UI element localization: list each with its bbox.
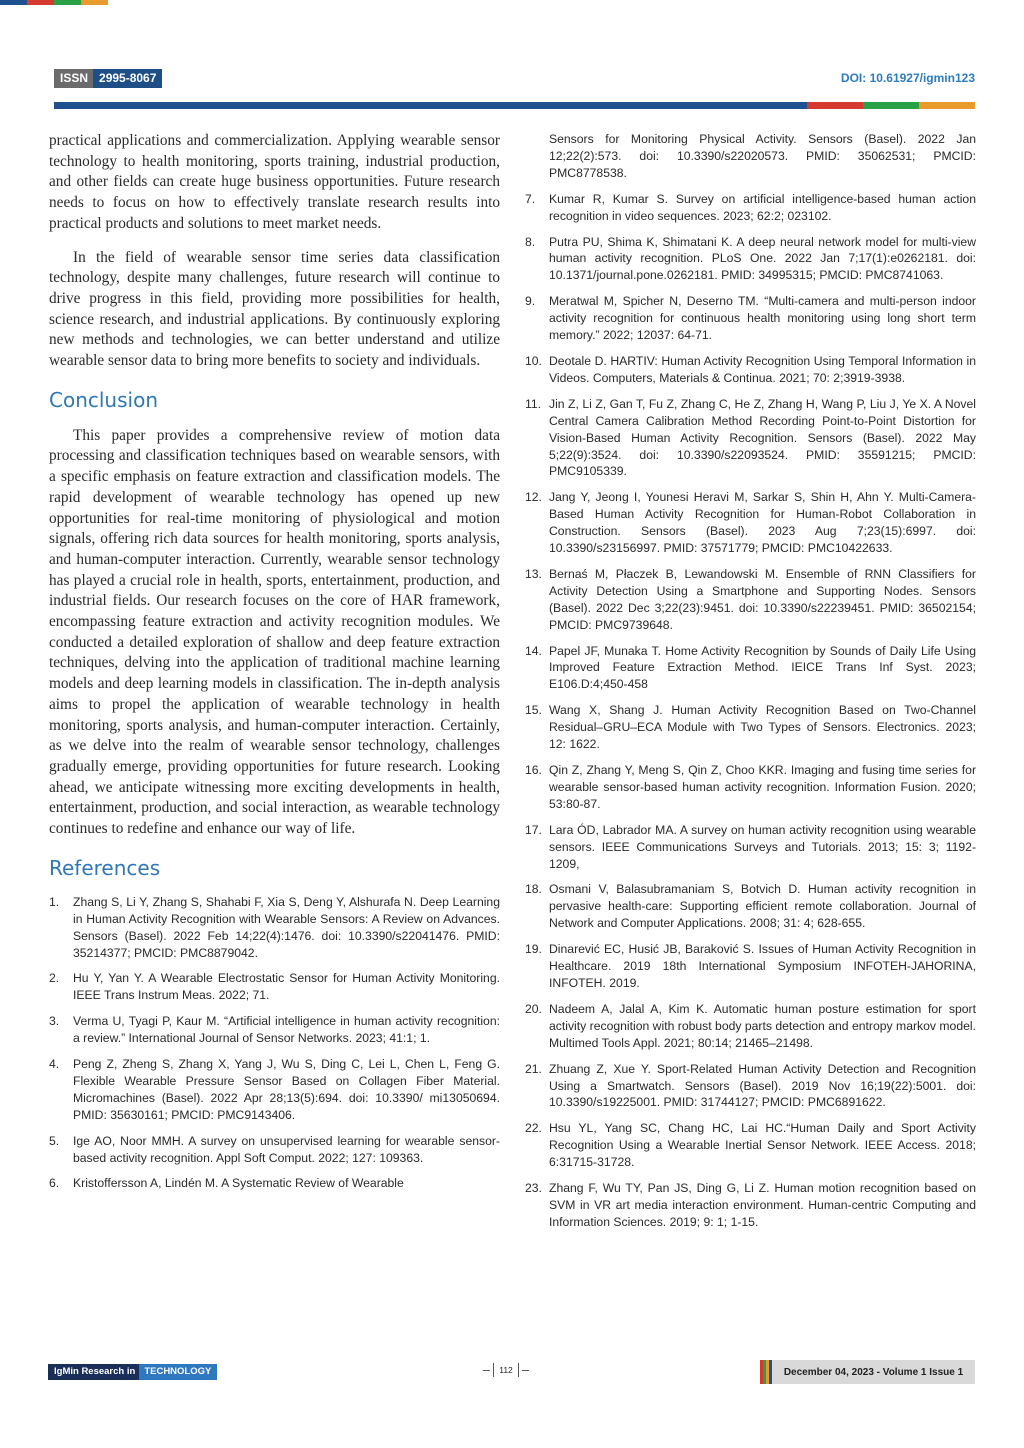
journal-brand (48, 1364, 217, 1380)
reference-text: Sensors for Monitoring Physical Activity. Sensors (Basel). 2022 Jan 12;22(2):573. doi: 10.3390/s22020573. PMID: 35062531; PMCID: PMC8778538. (549, 132, 976, 180)
issn-label: ISSN (54, 69, 93, 88)
reference-text: Dinarević EC, Husić JB, Baraković S. Issues of Human Activity Recognition in Healthcare. 2019 18th International Symposium INFOTEH-JAHORINA, INFOTEH. 2019. (549, 942, 976, 990)
reference-item (525, 941, 976, 992)
reference-text: Putra PU, Shima K, Shimatani K. A deep neural network model for multi-view human activity recognition. PLoS One. 2022 Jan 7;17(1):e0262181. doi: 10.1371/journal.pone.0262181. PMID: 34995315; PMCID: PMC8741063. (549, 234, 976, 283)
header-bar (54, 102, 975, 109)
reference-text: Qin Z, Zhang Y, Meng S, Qin Z, Choo KKR. Imaging and fusing time series for wearable sensor-based human activity recognition. Information Fusion. 2020; 53:80-87. (549, 763, 976, 811)
references-heading: References (49, 855, 161, 880)
reference-list-continued (525, 131, 976, 182)
page-number-text: 112 (493, 1363, 519, 1377)
reference-number: 19. (525, 942, 542, 957)
reference-item (525, 762, 976, 813)
reference-text: Peng Z, Zheng S, Zhang X, Yang J, Wu S, Ding C, Lei L, Chen L, Feng G. Flexible Wearable Pressure Sensor Based on Collagen Fiber Material. Micromachines (Basel). 2022 Apr 28;13(5):694. doi: 10.3390/ mi13050694. PMID: 35630161; PMCID: PMC9143406. (73, 1057, 500, 1122)
reference-number: 7. (525, 191, 536, 206)
reference-number: 14. (525, 643, 542, 658)
reference-item (525, 293, 976, 344)
reference-number: 5. (49, 1133, 60, 1148)
reference-item (525, 1120, 976, 1171)
reference-number: 20. (525, 1001, 542, 1016)
top-color-stripe (0, 0, 108, 5)
reference-number: 17. (525, 822, 542, 837)
page-number (483, 1357, 529, 1383)
reference-number: 3. (49, 1014, 60, 1029)
reference-text: Deotale D. HARTIV: Human Activity Recognition Using Temporal Information in Videos. Computers, Materials & Continua. 2021; 70: 2;3919-3938. (549, 353, 976, 385)
reference-text: Zhuang Z, Xue Y. Sport-Related Human Activity Detection and Recognition Using a Smartwatch. Sensors (Basel). 2019 Nov 16;19(22):5001. doi: 10.3390/s19225001. PMID: 31744127; PMCID: PMC6891622. (549, 1061, 976, 1110)
conclusion-heading: Conclusion (49, 387, 158, 412)
reference-number: 1. (49, 894, 60, 909)
reference-item (49, 1133, 500, 1167)
reference-text: Wang X, Shang J. Human Activity Recognition Based on Two-Channel Residual–GRU–ECA Module with Two Types of Sensors. Electronics. 2023; 12: 1622. (549, 703, 976, 752)
body-paragraph: In the field of wearable sensor time series data classification technology, despite many challenges, future research will continue to drive progress in this field, providing more possibilities for health, science research, and industrial applications. By continuously exploring new methods and technologies, we can better understand and utilize wearable sensor data to bring more benefits to society and individuals. (49, 248, 500, 370)
brand-label: IgMin Research in (48, 1364, 139, 1380)
issn-badge (54, 69, 162, 88)
reference-number: 12. (525, 490, 542, 505)
reference-text: Zhang F, Wu TY, Pan JS, Ding G, Li Z. Human motion recognition based on SVM in VR art media interaction environment. Human-centric Computing and Information Sciences. 2019; 9: 1; 1-15. (549, 1181, 976, 1229)
reference-item (525, 566, 976, 634)
reference-item (525, 131, 976, 182)
left-column (49, 131, 500, 1201)
reference-item (525, 1180, 976, 1231)
reference-item (49, 894, 500, 962)
body-paragraph: practical applications and commercialization. Applying wearable sensor technology to health monitoring, sports training, industrial production, and other fields can create huge business opportunities. Future research needs to focus on how to effectively translate research results into practical products and solutions to meet market needs. (49, 132, 500, 232)
reference-number: 9. (525, 294, 536, 309)
brand-section: TECHNOLOGY (139, 1364, 217, 1380)
reference-number: 18. (525, 882, 542, 897)
right-column (525, 131, 976, 1240)
reference-number: 11. (525, 396, 542, 411)
reference-text: Zhang S, Li Y, Zhang S, Shahabi F, Xia S, Deng Y, Alshurafa N. Deep Learning in Human Activity Recognition with Wearable Sensors: A Review on Advances. Sensors (Basel). 2022 Feb 14;22(4):1476. doi: 10.3390/s22041476. PMID: 35214377; PMCID: PMC8879042. (73, 894, 500, 960)
issn-number: 2995-8067 (93, 69, 162, 88)
reference-item (525, 1061, 976, 1112)
reference-text: Osmani V, Balasubramaniam S, Botvich D. Human activity recognition in pervasive health-care: Supporting efficient remote collaboration. Journal of Network and Computer Applications. 2008; 31: 4; 628-655. (549, 882, 976, 931)
reference-item (49, 1056, 500, 1124)
doi-link[interactable]: DOI: 10.61927/igmin123 (840, 71, 975, 85)
conclusion-paragraph: This paper provides a comprehensive review of motion data processing and classification techniques based on wearable sensors, with a specific emphasis on feature extraction and classification models. The rapid development of wearable technology has opened up new opportunities for real-time monitoring of physiological and motion signals, offering rich data sources for health monitoring, sports analysis, and human-computer interaction. Currently, wearable sensor technology has played a crucial role in health, sports, entertainment, production, and industrial fields. Our research focuses on the core of HAR framework, encompassing feature extraction and activity recognition modules. We conducted a detailed exploration of shallow and deep feature extraction techniques, delving into the application of traditional machine learning models and deep learning models in classification. The in-depth analysis aims to propel the application of wearable technology in health monitoring, sports analysis, and human-computer interaction. Certainly, as we delve into the realm of wearable sensor technology, challenges gradually emerge, providing opportunities for future research. Looking ahead, we anticipate witnessing more exciting developments in health, entertainment, production, and social interaction, as wearable technology continues to redefine and enhance our way of life. (49, 426, 500, 838)
reference-item (525, 396, 976, 481)
reference-text: Jang Y, Jeong I, Younesi Heravi M, Sarkar S, Shin H, Ahn Y. Multi-Camera-Based Human Activity Recognition for Human-Robot Collaboration in Construction. Sensors (Basel). 2023 Aug 7;23(15):6997. doi: 10.3390/s23156997. PMID: 37571779; PMCID: PMC10422633. (549, 490, 976, 556)
reference-number: 15. (525, 703, 542, 718)
reference-text: Verma U, Tyagi P, Kaur M. “Artificial intelligence in human activity recognition: a review.” International Journal of Sensor Networks. 2023; 41:1; 1. (73, 1014, 500, 1046)
reference-item (525, 702, 976, 753)
reference-item (525, 489, 976, 557)
reference-number: 6. (49, 1176, 60, 1191)
reference-number: 16. (525, 763, 542, 777)
reference-number: 8. (525, 234, 536, 249)
reference-item (49, 970, 500, 1004)
reference-number: 21. (525, 1061, 542, 1076)
reference-item (49, 1013, 500, 1047)
reference-text: Nadeem A, Jalal A, Kim K. Automatic human posture estimation for sport activity recognition with robust body parts detection and entropy markov model. Multimed Tools Appl. 2021; 80:14; 21465–21498. (549, 1001, 976, 1050)
reference-text: Kumar R, Kumar S. Survey on artificial intelligence-based human action recognition in video sequences. 2023; 62:2; 023102. (549, 191, 976, 223)
reference-text: Hu Y, Yan Y. A Wearable Electrostatic Sensor for Human Activity Monitoring. IEEE Trans Instrum Meas. 2022; 71. (73, 971, 500, 1003)
reference-item (525, 191, 976, 225)
reference-item (525, 881, 976, 932)
reference-text: Bernaś M, Płaczek B, Lewandowski M. Ensemble of RNN Classifiers for Activity Detection Using a Smartphone and Supporting Nodes. Sensors (Basel). 2022 Dec 3;22(23):9451. doi: 10.3390/s22239451. PMID: 36502154; PMCID: PMC9739648. (549, 566, 976, 632)
reference-item (525, 822, 976, 873)
reference-number: 22. (525, 1121, 542, 1136)
reference-number: 2. (49, 971, 60, 986)
reference-number: 4. (49, 1057, 60, 1072)
reference-text: Jin Z, Li Z, Gan T, Fu Z, Zhang C, He Z, Zhang H, Wang P, Liu J, Ye X. A Novel Central Camera Calibration Method Recording Point-to-Point Distortion for Vision-Based Human Activity Recognition. Sensors (Basel). 2022 May 5;22(9):3524. doi: 10.3390/s22093524. PMID: 35591215; PMCID: PMC9105339. (549, 396, 976, 479)
reference-number: 13. (525, 566, 542, 581)
reference-list (49, 894, 500, 1193)
reference-item (525, 643, 976, 694)
reference-item (49, 1175, 500, 1192)
reference-item (525, 234, 976, 285)
reference-item (525, 353, 976, 387)
reference-number: 23. (525, 1181, 542, 1196)
reference-text: Lara ÓD, Labrador MA. A survey on human activity recognition using wearable sensors. IEEE Communications Surveys and Tutorials. 2013; 15: 3; 1192-1209, (549, 822, 976, 871)
reference-text: Meratwal M, Spicher N, Deserno TM. “Multi-camera and multi-person indoor activity recognition for continuous health monitoring using long short term memory.” 2022; 12037: 64-71. (549, 294, 976, 343)
reference-text: Hsu YL, Yang SC, Chang HC, Lai HC.“Human Daily and Sport Activity Recognition Using a Wearable Inertial Sensor Network. IEEE Access. 2018; 6:31715-31728. (549, 1121, 976, 1170)
reference-text: Ige AO, Noor MMH. A survey on unsupervised learning for wearable sensor-based activity recognition. Appl Soft Comput. 2022; 127: 109363. (73, 1133, 500, 1165)
reference-text: Kristoffersson A, Lindén M. A Systematic Review of Wearable (73, 1176, 404, 1191)
reference-item (525, 1001, 976, 1052)
color-stripes (760, 1360, 772, 1384)
reference-list (525, 191, 976, 1231)
issue-info (760, 1360, 975, 1384)
reference-number: 10. (525, 353, 542, 368)
date-volume-text: December 04, 2023 - Volume 1 Issue 1 (772, 1360, 975, 1384)
reference-text: Papel JF, Munaka T. Home Activity Recognition by Sounds of Daily Life Using Improved Feature Extraction Method. IEICE Trans Inf Syst. 2023; E106.D:4;450-458 (549, 643, 976, 692)
